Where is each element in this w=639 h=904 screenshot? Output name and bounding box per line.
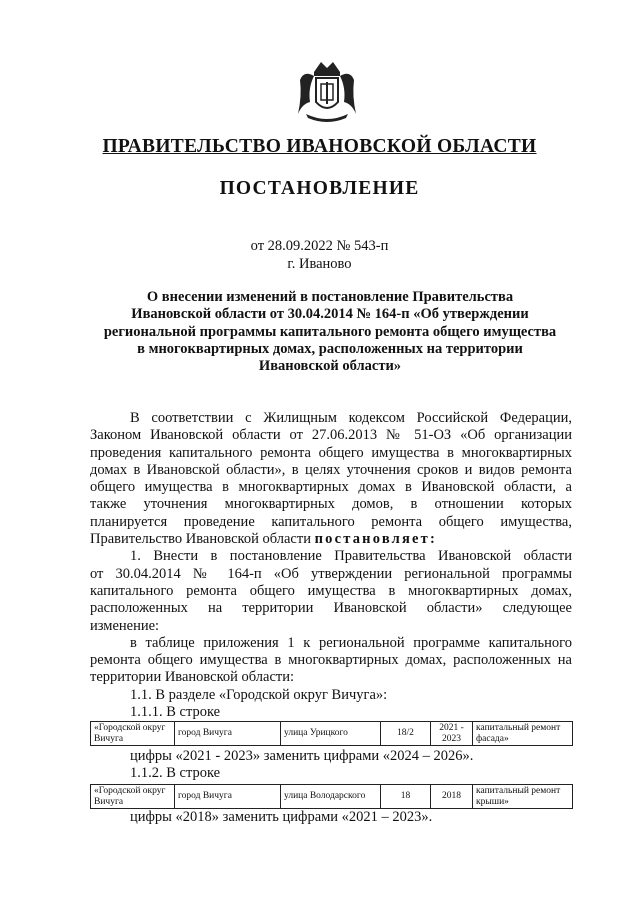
replacement-2 — [90, 809, 572, 826]
document-subject — [90, 289, 570, 375]
text-line: от 30.04.2014 № 164-п «Об утверждении региональной программы — [90, 565, 572, 582]
text-line: проведения капитального ремонта общего имущества в многоквартирных — [90, 444, 572, 461]
table-row — [91, 785, 573, 809]
work-cell: капитальный ремонт фасада» — [473, 722, 573, 746]
period-cell: 2021 - 2023 — [431, 722, 473, 746]
date-number: от 28.09.2022 № 543-п — [250, 238, 389, 254]
item-1-1-1: 1.1.1. В строке — [130, 704, 221, 721]
row-table-1 — [90, 721, 573, 746]
text-line: капитального ремонта общего имущества в многоквартирных домах, — [90, 582, 572, 599]
replace-text: цифры «2021 - 2023» заменить цифрами «2024 – 2026». — [130, 748, 474, 764]
text-line: изменение: — [90, 617, 160, 634]
replace-text: цифры «2018» заменить цифрами «2021 – 2023». — [130, 809, 433, 825]
text-line — [90, 531, 572, 548]
text-line: территории Ивановской области: — [90, 669, 295, 686]
district-cell: «Городской округ Вичуга — [91, 785, 175, 809]
work-cell: капитальный ремонт крыши» — [473, 785, 573, 809]
subject-line: Ивановской области» — [258, 358, 402, 375]
text-line: Законом Ивановской области от 27.06.2013 № 51-ОЗ «Об организации — [90, 427, 572, 444]
town-cell: город Вичуга — [175, 785, 281, 809]
text-line: планируется проведение капитального ремонта общего имущества, — [90, 513, 572, 530]
house-cell: 18/2 — [381, 722, 431, 746]
row-table-2 — [90, 784, 573, 809]
town-cell: город Вичуга — [175, 722, 281, 746]
subject-line: Ивановской области от 30.04.2014 № 164-п «Об утверждении — [131, 306, 529, 323]
house-cell: 18 — [381, 785, 431, 809]
document-type: ПОСТАНОВЛЕНИЕ — [219, 178, 420, 199]
period-cell: 2018 — [431, 785, 473, 809]
text-line: В соответствии с Жилищным кодексом Российской Федерации, — [130, 410, 572, 426]
text-line: расположенных на территории Ивановской области» следующее — [90, 600, 572, 617]
government-title: ПРАВИТЕЛЬСТВО ИВАНОВСКОЙ ОБЛАСТИ — [102, 136, 537, 157]
text-line: 1. Внести в постановление Правительства Ивановской области — [130, 548, 572, 565]
text-line: ремонта общего имущества в многоквартирных домах, расположенных на — [90, 652, 572, 669]
text-line: также уточнения многоквартирных домов, в отношении которых — [90, 496, 572, 513]
item-1-1-2: 1.1.2. В строке — [130, 765, 221, 782]
subject-line: О внесении изменений в постановление Правительства — [146, 289, 514, 305]
text-line: в таблице приложения 1 к региональной программе капитального — [130, 634, 572, 651]
text-line: общего имущества в многоквартирных домах в Ивановской области, а — [90, 479, 572, 496]
city: г. Иваново — [287, 256, 352, 272]
ivanovo-coat-of-arms-icon — [296, 58, 358, 122]
district-cell: «Городской округ Вичуга — [91, 722, 175, 746]
subject-line: региональной программы капитального ремонта общего имущества — [103, 323, 557, 340]
item-1-1: 1.1. В разделе «Городской округ Вичуга»: — [130, 686, 388, 703]
resolves-word: постановляет: — [314, 531, 438, 548]
replacement-1 — [90, 748, 572, 783]
table-row — [91, 722, 573, 746]
street-cell: улица Урицкого — [281, 722, 381, 746]
street-cell: улица Володарского — [281, 785, 381, 809]
subject-line: в многоквартирных домах, расположенных на территории — [137, 340, 523, 357]
text-fragment: Правительство Ивановской области — [90, 531, 315, 548]
text-line: домах в Ивановской области», в целях уточнения сроков и видов ремонта — [90, 461, 572, 478]
preamble-paragraph — [90, 410, 572, 721]
